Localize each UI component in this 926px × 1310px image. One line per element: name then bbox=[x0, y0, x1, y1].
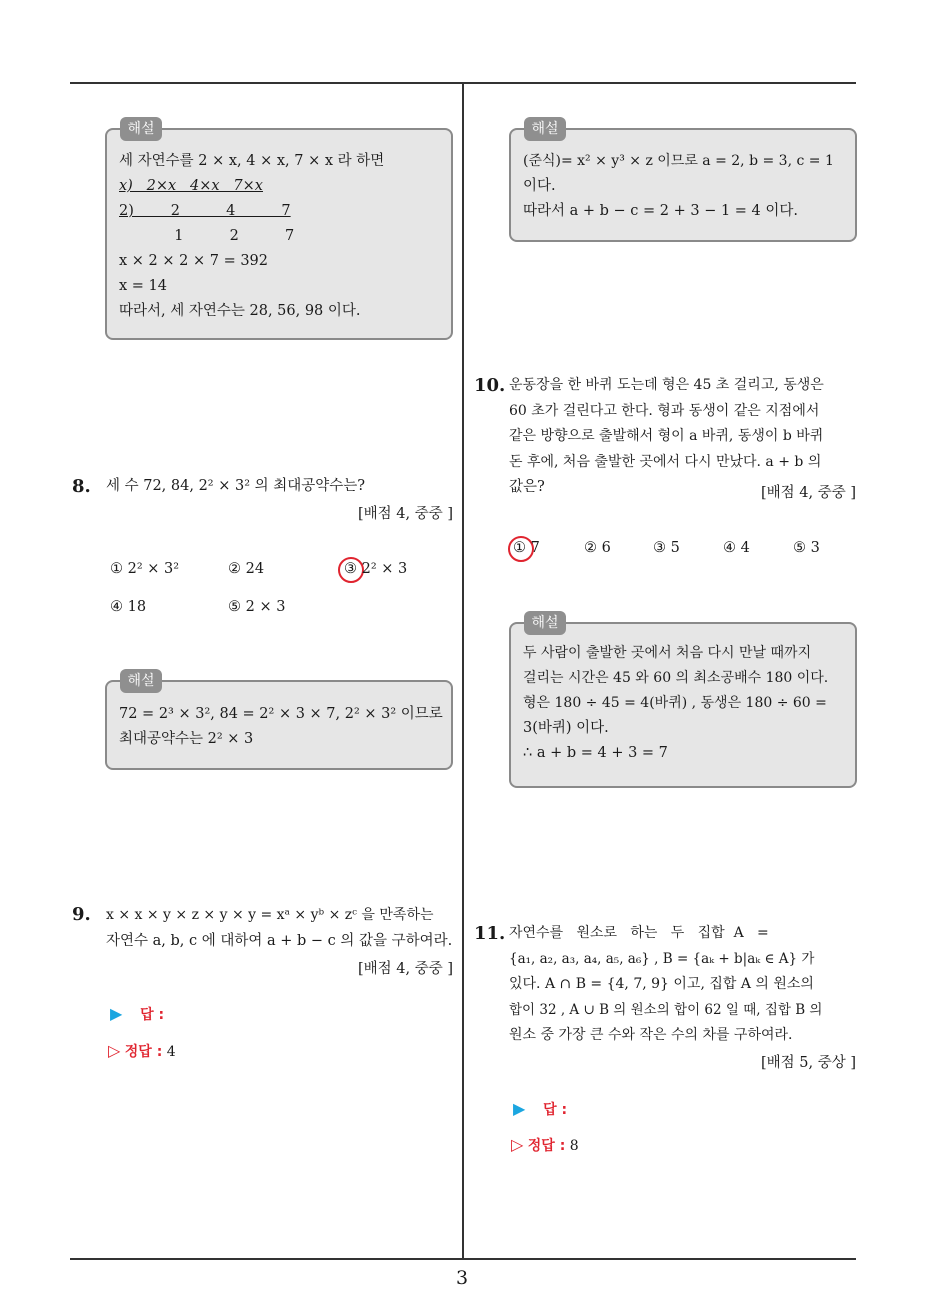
question-number: 10. bbox=[474, 375, 506, 396]
question-line: 같은 방향으로 출발해서 형이 a 바퀴, 동생이 b 바퀴 bbox=[509, 428, 824, 444]
division-row-3: 1 2 7 bbox=[119, 228, 295, 244]
solution-tag: 해설 bbox=[120, 117, 162, 141]
question-text-line-1: x × x × y × z × y × y = xᵃ × yᵇ × zᶜ 을 만족하는 bbox=[106, 907, 434, 923]
question-line: 60 초가 걸린다고 한다. 형과 동생이 같은 지점에서 bbox=[509, 402, 820, 419]
correct-value: 8 bbox=[569, 1138, 579, 1154]
correct-value: 4 bbox=[166, 1044, 176, 1060]
solution-line: 최대공약수는 2² × 3 bbox=[119, 731, 254, 747]
question-meta: [배점 4, 중중 ] bbox=[357, 961, 453, 977]
answer-line bbox=[110, 1004, 164, 1024]
solution-line: (준식)= x² × y³ × z 이므로 a = 2, b = 3, c = 1 bbox=[523, 153, 834, 169]
question-line: 값은? bbox=[509, 479, 545, 495]
question-text bbox=[509, 921, 859, 1049]
answer-label: 답 : bbox=[140, 1007, 165, 1023]
solution-tag: 해설 bbox=[524, 117, 566, 141]
solution-line: ∴ a + b = 4 + 3 = 7 bbox=[523, 745, 668, 761]
solution-tag: 해설 bbox=[120, 669, 162, 693]
question-line: 자연수를 원소로 하는 두 집합 A = bbox=[509, 925, 769, 941]
choice-5[interactable]: ⑤ 2 × 3 bbox=[228, 599, 286, 615]
correct-label: 정답 : bbox=[527, 1138, 566, 1154]
solution-line: 따라서, 세 자연수는 28, 56, 98 이다. bbox=[119, 303, 361, 319]
solution-line: 72 = 2³ × 3², 84 = 2² × 3 × 7, 2² × 3² 이므로 bbox=[119, 706, 443, 722]
play-triangle-icon: ▶ bbox=[110, 1004, 123, 1023]
question-number: 9. bbox=[72, 904, 91, 925]
choice-2[interactable]: ② 24 bbox=[228, 561, 265, 577]
column-divider bbox=[462, 83, 464, 1259]
question-number: 11. bbox=[474, 923, 506, 944]
outline-triangle-icon: ▷ bbox=[108, 1041, 121, 1060]
question-meta: [배점 4, 중중 ] bbox=[760, 485, 856, 501]
answer-line bbox=[513, 1099, 567, 1119]
question-text: 세 수 72, 84, 2² × 3² 의 최대공약수는? bbox=[106, 478, 366, 494]
solution-box-q7 bbox=[105, 128, 453, 340]
solution-line: x = 14 bbox=[119, 278, 167, 294]
correct-label: 정답 : bbox=[124, 1044, 163, 1060]
question-line: {a₁, a₂, a₃, a₄, a₅, a₆} , B = {aₖ + b|aₖ ∈ A} 가 bbox=[509, 950, 815, 967]
question-number: 8. bbox=[72, 476, 91, 497]
choice-3[interactable]: ③ 5 bbox=[653, 540, 680, 556]
play-triangle-icon: ▶ bbox=[513, 1099, 526, 1118]
correct-answer-line bbox=[108, 1041, 176, 1061]
choice-4[interactable]: ④ 4 bbox=[723, 540, 750, 556]
solution-line: 이다. bbox=[523, 178, 556, 194]
solution-line: 걸리는 시간은 45 와 60 의 최소공배수 180 이다. bbox=[523, 670, 829, 686]
question-line: 운동장을 한 바퀴 도는데 형은 45 초 걸리고, 동생은 bbox=[509, 377, 824, 393]
choice-3[interactable]: ③ 2² × 3 bbox=[344, 561, 408, 577]
question-text-line-2: 자연수 a, b, c 에 대하여 a + b − c 의 값을 구하여라. bbox=[106, 933, 453, 949]
solution-line: 세 자연수를 2 × x, 4 × x, 7 × x 라 하면 bbox=[119, 153, 385, 169]
question-line: 돈 후에, 처음 출발한 곳에서 다시 만났다. a + b 의 bbox=[509, 453, 822, 470]
bottom-rule bbox=[70, 1258, 856, 1260]
solution-line: 따라서 a + b − c = 2 + 3 − 1 = 4 이다. bbox=[523, 203, 799, 219]
solution-line: 두 사람이 출발한 곳에서 처음 다시 만날 때까지 bbox=[523, 645, 812, 661]
division-row-1: x) 2×x 4×x 7×x bbox=[119, 178, 263, 194]
solution-line: 3(바퀴) 이다. bbox=[523, 720, 609, 736]
choice-4[interactable]: ④ 18 bbox=[110, 599, 147, 615]
correct-answer-line bbox=[511, 1135, 579, 1155]
solution-tag: 해설 bbox=[524, 611, 566, 635]
answer-label: 답 : bbox=[543, 1102, 568, 1118]
choice-1[interactable]: ① 2² × 3² bbox=[110, 561, 180, 577]
solution-box-q10 bbox=[509, 622, 857, 788]
choice-2[interactable]: ② 6 bbox=[584, 540, 611, 556]
question-line: 합이 32 , A ∪ B 의 원소의 합이 62 일 때, 집합 B 의 bbox=[509, 1001, 823, 1018]
page-number: 3 bbox=[456, 1267, 469, 1289]
solution-box-q8 bbox=[105, 680, 453, 770]
choice-1[interactable]: ① 7 bbox=[513, 540, 540, 556]
solution-line: 형은 180 ÷ 45 = 4(바퀴) , 동생은 180 ÷ 60 = bbox=[523, 695, 827, 711]
question-meta: [배점 5, 중상 ] bbox=[760, 1055, 856, 1071]
solution-line: x × 2 × 2 × 7 = 392 bbox=[119, 253, 269, 269]
question-line: 있다. A ∩ B = {4, 7, 9} 이고, 집합 A 의 원소의 bbox=[509, 976, 814, 992]
solution-box-q9 bbox=[509, 128, 857, 242]
division-row-2: 2) 2 4 7 bbox=[119, 203, 291, 219]
question-meta: [배점 4, 중중 ] bbox=[357, 506, 453, 522]
choice-5[interactable]: ⑤ 3 bbox=[793, 540, 820, 556]
question-line: 원소 중 가장 큰 수와 작은 수의 차를 구하여라. bbox=[509, 1027, 793, 1043]
outline-triangle-icon: ▷ bbox=[511, 1135, 524, 1154]
